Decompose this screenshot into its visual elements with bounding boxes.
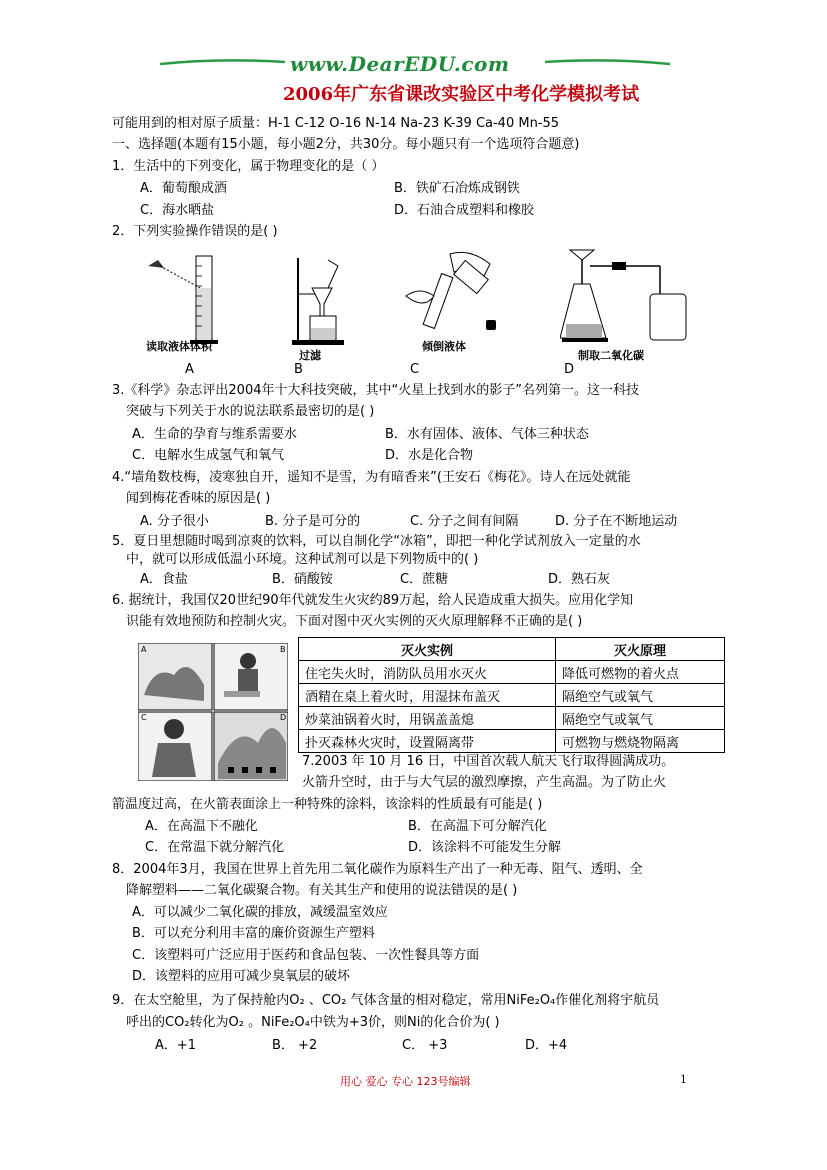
co2-apparatus-illustration	[560, 244, 690, 348]
q8-stem-line1: 8．2004年3月，我国在世界上首先用二氧化碳作为原料生产出了一种无毒、阻气、透明、全	[112, 862, 643, 877]
q1-option-b: B．铁矿石冶炼成钢铁	[394, 181, 520, 196]
table-row	[299, 730, 725, 753]
fire-scenes-illustration	[138, 643, 288, 781]
q7-option-b: B．在高温下可分解汽化	[408, 819, 547, 834]
q7-option-c: C．在常温下就分解汽化	[145, 840, 285, 855]
q4-option-c: C. 分子之间有间隔	[410, 514, 519, 529]
q9-option-c: C． +3	[402, 1038, 448, 1053]
q9-stem-line2: 呼出的CO₂转化为O₂ 。NiFe₂O₄中铁为+3价，则Ni的化合价为( )	[126, 1015, 500, 1030]
q7-stem-line1: 7.2003 年 10 月 16 日，中国首次载人航天飞行取得圆满成功。	[302, 754, 675, 769]
filtration-illustration	[290, 256, 350, 348]
table-header-principle: 灭火原理	[556, 638, 725, 661]
q6-stem-line1: 6. 据统计，我国仅20世纪90年代就发生火灾约89万起，给人民造成重大损失。应用化学知	[112, 593, 634, 608]
page-title: 2006年广东省课改实验区中考化学模拟考试	[283, 84, 640, 105]
q3-option-b: B．水有固体、液体、气体三种状态	[385, 427, 589, 442]
table-cell: 炒菜油锅着火时，用锅盖盖熄	[299, 707, 556, 730]
q5-stem-line2: 中，就可以形成低温小环境。这种试剂可以是下列物质中的( )	[126, 552, 479, 567]
table-cell: 隔绝空气或氧气	[556, 684, 725, 707]
table-row	[299, 661, 725, 684]
q2-caption-b: 过滤	[299, 349, 321, 362]
photo-label-c: C	[141, 713, 147, 722]
q5-option-a: A．食盐	[140, 572, 188, 587]
q2-letter-b: B	[294, 362, 303, 377]
table-row	[299, 707, 725, 730]
site-logo-text: www.DearEDU.com	[290, 52, 510, 76]
graduated-cylinder-illustration	[142, 252, 242, 352]
q3-stem-line1: 3.《科学》杂志评出2004年十大科技突破，其中“火星上找到水的影子”名列第一。这一科技	[112, 383, 639, 398]
q7-option-a: A．在高温下不融化	[145, 819, 258, 834]
pouring-liquid-illustration	[402, 248, 512, 340]
q1-option-c: C．海水晒盐	[140, 203, 215, 218]
table-cell: 降低可燃物的着火点	[556, 661, 725, 684]
q8-option-a: A．可以减少二氧化碳的排放，减缓温室效应	[132, 905, 388, 920]
q5-option-d: D．熟石灰	[548, 572, 611, 587]
q4-stem-line1: 4.“墙角数枝梅，凌寒独自开，遥知不是雪，为有暗香来”(王安石《梅花》。诗人在远处就能	[112, 470, 631, 485]
q1-option-a: A．葡萄酿成酒	[140, 181, 227, 196]
q4-stem-line2: 闻到梅花香味的原因是( )	[126, 491, 271, 506]
q9-stem-line1: 9．在太空舱里，为了保持舱内O₂ 、CO₂ 气体含量的相对稳定，常用NiFe₂O₄作催化剂将宇航员	[112, 993, 660, 1008]
q1-option-d: D．石油合成塑料和橡胶	[394, 203, 535, 218]
q2-caption-c: 倾倒液体	[422, 340, 466, 353]
q8-option-b: B．可以充分利用丰富的廉价资源生产塑料	[132, 926, 375, 941]
table-row	[299, 684, 725, 707]
q4-option-a: A. 分子很小	[140, 514, 209, 529]
q5-stem-line1: 5．夏日里想随时喝到凉爽的饮料，可以自制化学“冰箱”，即把一种化学试剂放入一定量的水	[112, 534, 641, 549]
page-footer: 用心 爱心 专心 123号编辑	[340, 1075, 471, 1088]
q1-stem: 1．生活中的下列变化，属于物理变化的是（ ）	[112, 159, 385, 174]
q5-option-b: B．硝酸铵	[272, 572, 333, 587]
section-heading: 一、选择题(本题有15小题，每小题2分，共30分。每小题只有一个选项符合题意)	[112, 137, 580, 152]
q8-option-d: D．该塑料的应用可减少臭氧层的破坏	[132, 969, 351, 984]
q7-option-d: D．该涂料不可能发生分解	[408, 840, 562, 855]
photo-label-b: B	[280, 645, 286, 654]
q9-option-b: B． +2	[272, 1038, 318, 1053]
q8-stem-line2: 降解塑料——二氧化碳聚合物。有关其生产和使用的说法错误的是( )	[126, 883, 518, 898]
table-cell: 隔绝空气或氧气	[556, 707, 725, 730]
table-header-row	[299, 638, 725, 661]
q2-letter-d: D	[564, 362, 575, 377]
table-header-example: 灭火实例	[299, 638, 556, 661]
q3-option-c: C．电解水生成氢气和氧气	[132, 448, 285, 463]
photo-label-a: A	[141, 645, 147, 654]
q2-caption-a: 读取液体体积	[146, 340, 212, 353]
table-cell: 可燃物与燃烧物隔离	[556, 730, 725, 753]
q2-letter-c: C	[410, 362, 420, 377]
photo-label-d: D	[280, 713, 287, 722]
table-cell: 扑灭森林火灾时，设置隔离带	[299, 730, 556, 753]
q8-option-c: C．该塑料可广泛应用于医药和食品包装、一次性餐具等方面	[132, 948, 480, 963]
q9-option-d: D．+4	[525, 1038, 568, 1053]
table-cell: 酒精在桌上着火时，用湿抹布盖灭	[299, 684, 556, 707]
page-number: 1	[680, 1073, 687, 1086]
atomic-masses: 可能用到的相对原子质量：H-1 C-12 O-16 N-14 Na-23 K-39 Ca-40 Mn-55	[112, 116, 560, 131]
table-cell: 住宅失火时，消防队员用水灭火	[299, 661, 556, 684]
q3-stem-line2: 突破与下列关于水的说法联系最密切的是( )	[126, 404, 375, 419]
q3-option-a: A．生命的孕育与维系需要水	[132, 427, 297, 442]
q9-option-a: A．+1	[155, 1038, 197, 1053]
q6-stem-line2: 识能有效地预防和控制火灾。下面对图中灭火实例的灭火原理解释不正确的是( )	[126, 614, 583, 629]
q4-option-b: B. 分子是可分的	[265, 514, 361, 529]
q7-stem-line2: 火箭升空时，由于与大气层的激烈摩擦，产生高温。为了防止火	[302, 775, 667, 790]
q3-option-d: D．水是化合物	[385, 448, 474, 463]
q2-stem: 2．下列实验操作错误的是( )	[112, 224, 278, 239]
fire-extinguishing-table	[298, 637, 725, 753]
q5-option-c: C．蔗糖	[400, 572, 449, 587]
q7-stem-line3: 箭温度过高，在火箭表面涂上一种特殊的涂料，该涂料的性质最有可能是( )	[112, 797, 543, 812]
q2-caption-d: 制取二氧化碳	[578, 349, 644, 362]
q4-option-d: D. 分子在不断地运动	[555, 514, 678, 529]
q2-letter-a: A	[185, 362, 194, 377]
